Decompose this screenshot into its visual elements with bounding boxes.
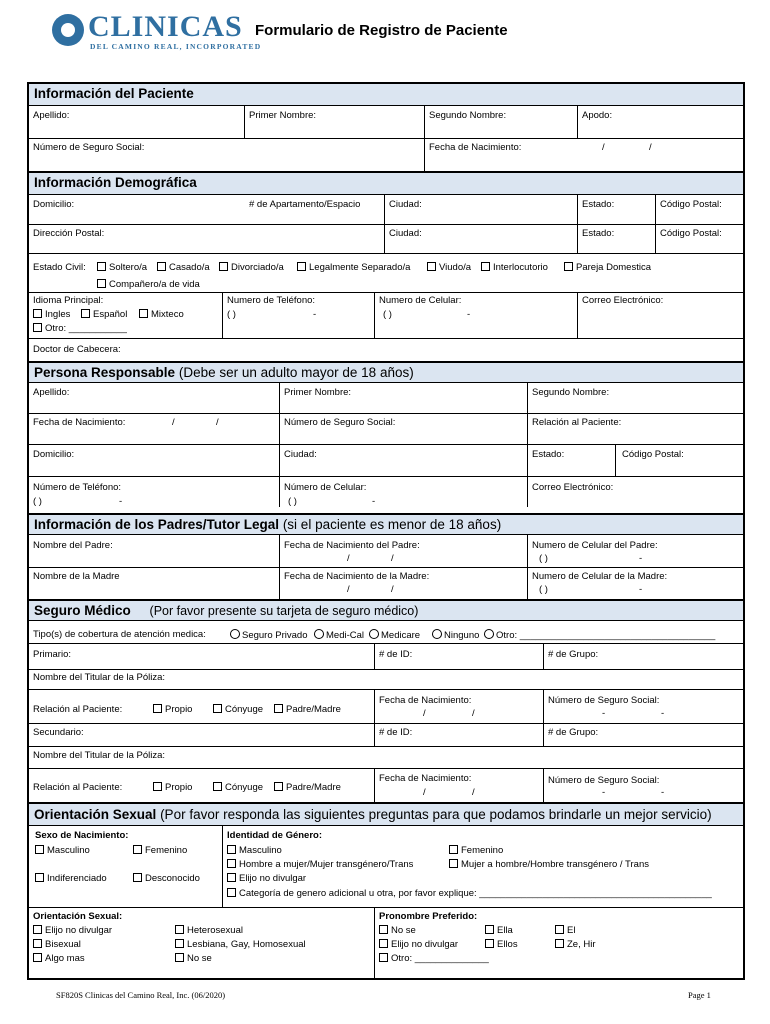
- zip-label: Código Postal:: [660, 228, 722, 239]
- page-title: Formulario de Registro de Paciente: [255, 22, 508, 39]
- responsible-dob-slash: /: [216, 417, 219, 428]
- responsible-phone-area: ( ): [33, 496, 42, 507]
- checkbox-widowed[interactable]: Viudo/a: [427, 262, 471, 273]
- logo-text: CLINICAS: [88, 10, 243, 43]
- section-demographic-header: Información Demográfica: [29, 171, 743, 195]
- father-dob-label: Fecha de Nacimiento del Padre:: [284, 540, 420, 551]
- checkbox-orientation-heterosexual[interactable]: Heterosexual: [175, 925, 243, 936]
- father-dob-slash: /: [347, 553, 350, 564]
- responsible-email-label: Correo Electrónico:: [532, 482, 614, 493]
- responsible-address-label: Domicilio:: [33, 449, 75, 460]
- footer-page-number: Page 1: [688, 990, 711, 1000]
- checkbox-gender-female[interactable]: Femenino: [449, 845, 503, 856]
- mother-cell-area: ( ): [539, 584, 548, 595]
- checkbox-english[interactable]: Ingles: [33, 309, 70, 320]
- responsible-cell-label: Número de Celular:: [284, 482, 367, 493]
- apartment-label: # de Apartamento/Espacio: [249, 199, 361, 210]
- section-patient-header: Información del Paciente: [29, 84, 743, 106]
- father-dob-slash: /: [391, 553, 394, 564]
- checkbox-spouse[interactable]: Cónyuge: [213, 704, 263, 715]
- phone-dash: -: [313, 309, 317, 320]
- checkbox-spanish[interactable]: Español: [81, 309, 127, 320]
- checkbox-orientation-lgb[interactable]: Lesbiana, Gay, Homosexual: [175, 939, 306, 950]
- responsible-cell-dash: -: [372, 496, 376, 507]
- cell-area-code: ( ): [383, 309, 392, 320]
- secondary-group-label: # de Grupo:: [548, 727, 599, 738]
- primary-insurance-label: Primario:: [33, 649, 72, 660]
- responsible-state-label: Estado:: [532, 449, 565, 460]
- secondary-holder-label: Nombre del Titular de la Póliza:: [33, 750, 166, 761]
- secondary-holder-ssn-dash: -: [661, 787, 665, 798]
- primary-holder-ssn-label: Número de Seguro Social:: [548, 695, 660, 706]
- checkbox-pronoun-other[interactable]: Otro: ______________: [379, 953, 489, 964]
- secondary-relation-label: Relación al Paciente:: [33, 782, 123, 793]
- checkbox-pronoun-undisclosed[interactable]: Elijo no divulgar: [379, 939, 458, 950]
- checkbox-life-partner[interactable]: Compañero/a de vida: [97, 279, 200, 290]
- checkbox-parent[interactable]: Padre/Madre: [274, 704, 341, 715]
- checkbox-self[interactable]: Propio: [153, 782, 192, 793]
- cell-dash: -: [467, 309, 471, 320]
- patient-dob-slash: /: [602, 142, 605, 153]
- city-label: Ciudad:: [389, 199, 422, 210]
- checkbox-birth-unknown[interactable]: Desconocido: [133, 873, 200, 884]
- birth-sex-label: Sexo de Nacimiento:: [35, 830, 129, 841]
- home-address-label: Domicilio:: [33, 199, 75, 210]
- checkbox-orientation-undisclosed[interactable]: Elijo no divulgar: [33, 925, 112, 936]
- checkbox-orientation-bisexual[interactable]: Bisexual: [33, 939, 81, 950]
- father-cell-label: Numero de Celular del Padre:: [532, 540, 658, 551]
- primary-holder-dob-slash: /: [423, 708, 426, 719]
- logo-subtitle: DEL CAMINO REAL, INCORPORATED: [90, 42, 262, 51]
- coverage-type-label: Tipo(s) de cobertura de atención medica:: [33, 629, 206, 640]
- patient-first-name-label: Primer Nombre:: [249, 110, 317, 121]
- checkbox-orientation-unknown[interactable]: No se: [175, 953, 212, 964]
- primary-doctor-label: Doctor de Cabecera:: [33, 344, 121, 355]
- section-orientation-header: Orientación Sexual (Por favor responda las siguientes preguntas para que podamos brindarle un mejor servicio): [29, 802, 743, 826]
- radio-medicare[interactable]: Medicare: [369, 629, 420, 641]
- responsible-ssn-label: Número de Seguro Social:: [284, 417, 396, 428]
- sexual-orientation-label: Orientación Sexual:: [33, 911, 123, 922]
- checkbox-interlocutory[interactable]: Interlocutorio: [481, 262, 548, 273]
- responsible-zip-label: Código Postal:: [622, 449, 684, 460]
- secondary-holder-dob-label: Fecha de Nacimiento:: [379, 773, 472, 784]
- checkbox-married[interactable]: Casado/a: [157, 262, 210, 273]
- responsible-first-name-label: Primer Nombre:: [284, 387, 352, 398]
- mother-cell-label: Numero de Celular de la Madre:: [532, 571, 668, 582]
- checkbox-pronoun-ze[interactable]: Ze, Hir: [555, 939, 596, 950]
- secondary-holder-dob-slash: /: [423, 787, 426, 798]
- mother-dob-label: Fecha de Nacimiento de la Madre:: [284, 571, 430, 582]
- city-label: Ciudad:: [389, 228, 422, 239]
- checkbox-other-language[interactable]: Otro: ___________: [33, 323, 127, 334]
- mailing-address-label: Dirección Postal:: [33, 228, 105, 239]
- footer-form-code: SF820S Clinicas del Camino Real, Inc. (06/2020): [56, 990, 226, 1000]
- responsible-city-label: Ciudad:: [284, 449, 317, 460]
- responsible-phone-label: Número de Teléfono:: [33, 482, 122, 493]
- patient-dob-label: Fecha de Nacimiento:: [429, 142, 522, 153]
- checkbox-birth-male[interactable]: Masculino: [35, 845, 90, 856]
- patient-ssn-label: Número de Seguro Social:: [33, 142, 145, 153]
- checkbox-single[interactable]: Soltero/a: [97, 262, 147, 273]
- section-responsible-header: Persona Responsable (Debe ser un adulto mayor de 18 años): [29, 361, 743, 383]
- father-cell-dash: -: [639, 553, 643, 564]
- section-insurance-header: Seguro Médico (Por favor presente su tarjeta de seguro médico): [29, 599, 743, 621]
- primary-relation-label: Relación al Paciente:: [33, 704, 123, 715]
- checkbox-gender-other[interactable]: Categoría de genero adicional u otra, por favor explique: ____________________________________________: [227, 888, 712, 899]
- mother-dob-slash: /: [391, 584, 394, 595]
- pronoun-label: Pronombre Preferido:: [379, 911, 478, 922]
- responsible-cell-area: ( ): [288, 496, 297, 507]
- checkbox-pronoun-she[interactable]: Ella: [485, 925, 513, 936]
- cell-label: Numero de Celular:: [379, 295, 462, 306]
- checkbox-gender-ftm[interactable]: Mujer a hombre/Hombre transgénero / Trans: [449, 859, 649, 870]
- mother-name-label: Nombre de la Madre: [33, 571, 120, 582]
- secondary-insurance-label: Secundario:: [33, 727, 84, 738]
- radio-medi-cal[interactable]: Medi-Cal: [314, 629, 364, 641]
- checkbox-gender-mtf[interactable]: Hombre a mujer/Mujer transgénero/Trans: [227, 859, 413, 870]
- primary-id-label: # de ID:: [379, 649, 413, 660]
- radio-none[interactable]: Ninguno: [432, 629, 479, 641]
- patient-dob-slash: /: [649, 142, 652, 153]
- marital-status-label: Estado Civil:: [33, 262, 86, 273]
- language-label: Idioma Principal:: [33, 295, 104, 306]
- zip-label: Código Postal:: [660, 199, 722, 210]
- gender-identity-label: Identidad de Género:: [227, 830, 323, 841]
- primary-holder-ssn-dash: -: [602, 708, 606, 719]
- father-name-label: Nombre del Padre:: [33, 540, 113, 551]
- checkbox-parent[interactable]: Padre/Madre: [274, 782, 341, 793]
- checkbox-pronoun-they[interactable]: Ellos: [485, 939, 518, 950]
- responsible-dob-label: Fecha de Nacimiento:: [33, 417, 126, 428]
- checkbox-pronoun-unknown[interactable]: No se: [379, 925, 416, 936]
- primary-holder-dob-label: Fecha de Nacimiento:: [379, 695, 472, 706]
- checkbox-orientation-other[interactable]: Algo mas: [33, 953, 85, 964]
- state-label: Estado:: [582, 228, 615, 239]
- phone-area-code: ( ): [227, 309, 236, 320]
- responsible-dob-slash: /: [172, 417, 175, 428]
- primary-holder-ssn-dash: -: [661, 708, 665, 719]
- secondary-id-label: # de ID:: [379, 727, 413, 738]
- mother-dob-slash: /: [347, 584, 350, 595]
- logo-icon: [52, 14, 84, 46]
- state-label: Estado:: [582, 199, 615, 210]
- checkbox-pronoun-he[interactable]: El: [555, 925, 575, 936]
- checkbox-birth-female[interactable]: Femenino: [133, 845, 187, 856]
- secondary-holder-dob-slash: /: [472, 787, 475, 798]
- checkbox-separated[interactable]: Legalmente Separado/a: [297, 262, 410, 273]
- patient-middle-name-label: Segundo Nombre:: [429, 110, 507, 121]
- primary-holder-label: Nombre del Titular de la Póliza:: [33, 672, 166, 683]
- responsible-relation-label: Relación al Paciente:: [532, 417, 622, 428]
- secondary-holder-ssn-dash: -: [602, 787, 606, 798]
- patient-last-name-label: Apellido:: [33, 110, 70, 121]
- mother-cell-dash: -: [639, 584, 643, 595]
- checkbox-birth-undifferentiated[interactable]: Indiferenciado: [35, 873, 107, 884]
- checkbox-spouse[interactable]: Cónyuge: [213, 782, 263, 793]
- radio-private-insurance[interactable]: Seguro Privado: [230, 629, 307, 641]
- radio-other-coverage[interactable]: Otro: _____________________________________: [484, 629, 715, 641]
- primary-group-label: # de Grupo:: [548, 649, 599, 660]
- secondary-holder-ssn-label: Número de Seguro Social:: [548, 775, 660, 786]
- checkbox-domestic-partner[interactable]: Pareja Domestica: [564, 262, 651, 273]
- checkbox-gender-male[interactable]: Masculino: [227, 845, 282, 856]
- patient-nickname-label: Apodo:: [582, 110, 613, 121]
- responsible-middle-name-label: Segundo Nombre:: [532, 387, 610, 398]
- primary-holder-dob-slash: /: [472, 708, 475, 719]
- father-cell-area: ( ): [539, 553, 548, 564]
- checkbox-self[interactable]: Propio: [153, 704, 192, 715]
- checkbox-mixteco[interactable]: Mixteco: [139, 309, 184, 320]
- phone-label: Numero de Teléfono:: [227, 295, 316, 306]
- responsible-last-name-label: Apellido:: [33, 387, 70, 398]
- responsible-phone-dash: -: [119, 496, 123, 507]
- checkbox-divorced[interactable]: Divorciado/a: [219, 262, 284, 273]
- checkbox-gender-undisclosed[interactable]: Elijo no divulgar: [227, 873, 306, 884]
- registration-form: [27, 82, 745, 980]
- email-label: Correo Electrónico:: [582, 295, 664, 306]
- section-parents-header: Información de los Padres/Tutor Legal (si el paciente es menor de 18 años): [29, 513, 743, 535]
